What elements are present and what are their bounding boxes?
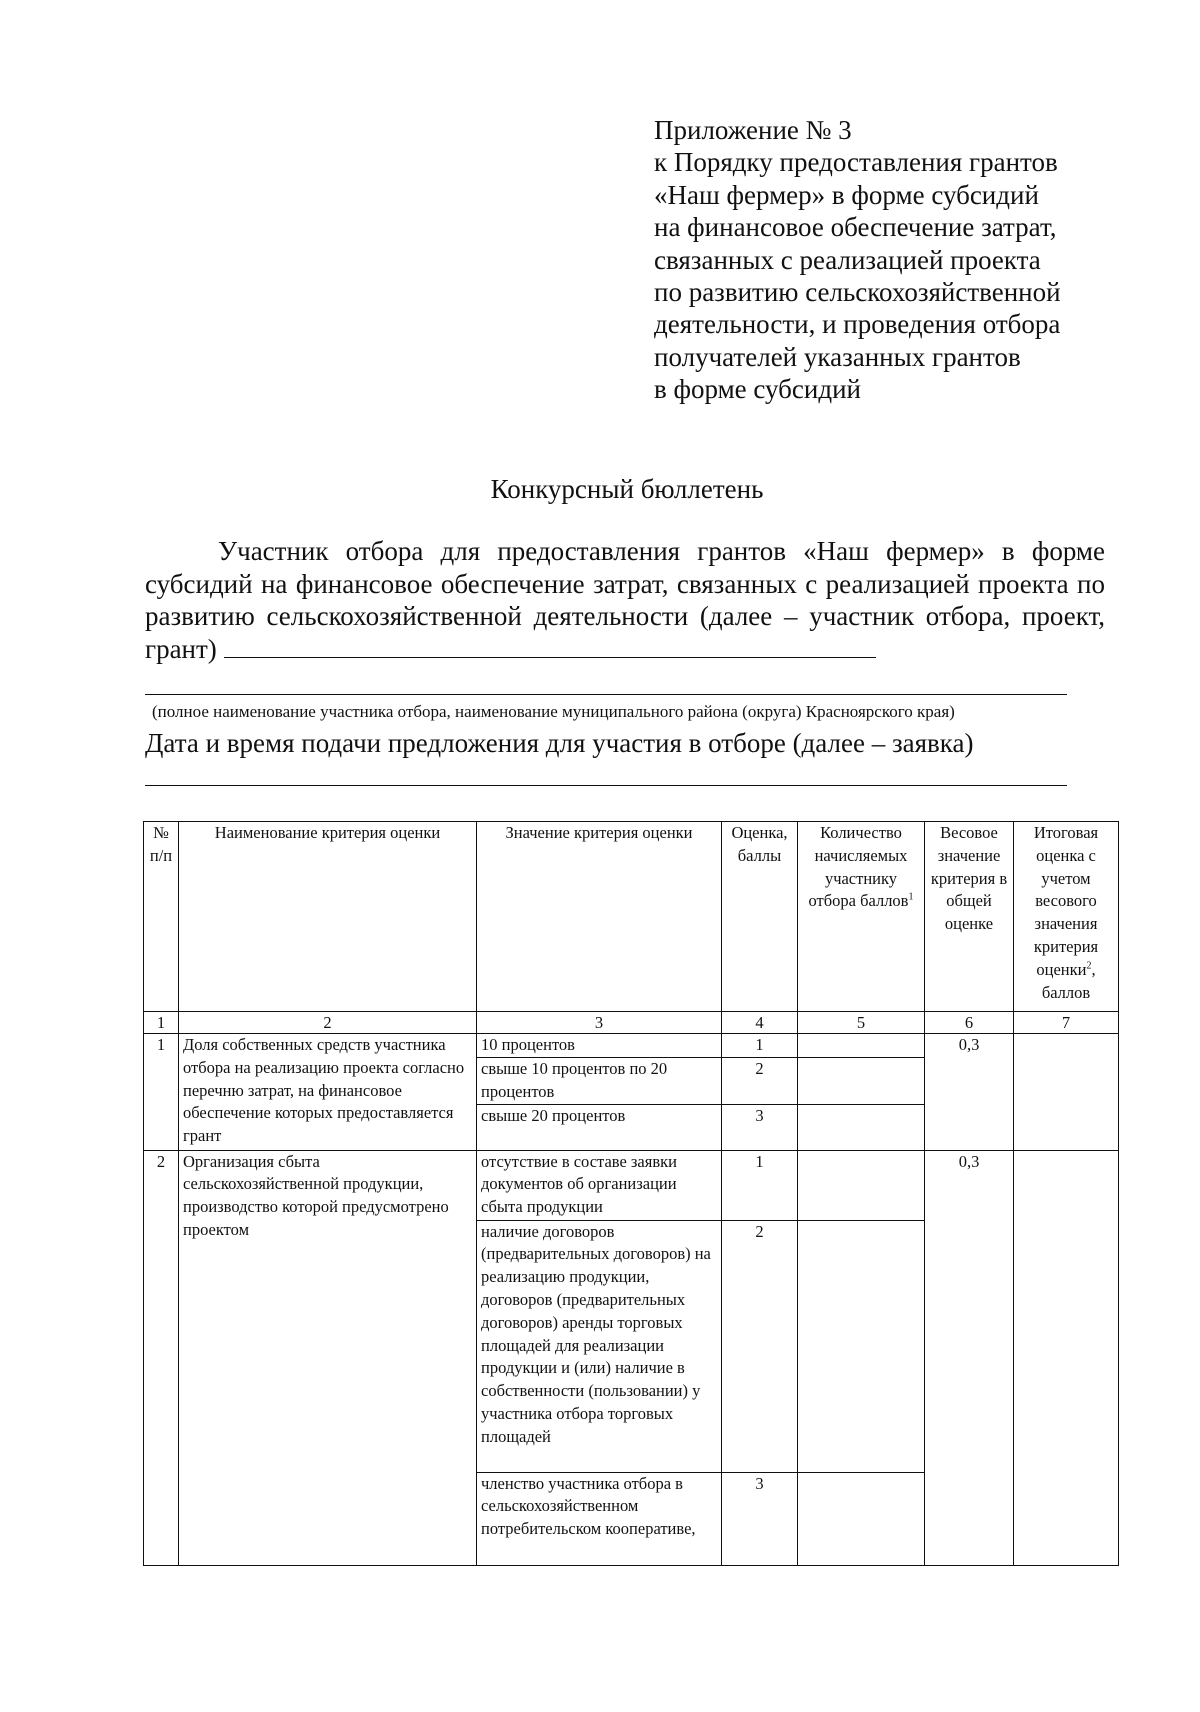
appendix-line: получателей указанных грантов [654,341,1021,372]
total-cell[interactable] [1014,1034,1119,1151]
total-cell[interactable] [1014,1150,1119,1565]
criterion-number: 1 [144,1034,179,1151]
column-number: 6 [925,1012,1014,1034]
header-total-tail: , баллов [1041,959,1096,1002]
appendix-line: на финансовое обеспечение затрат, [654,212,1057,243]
criterion-number: 2 [144,1150,179,1565]
header-score: Оценка, баллы [722,822,798,1012]
criteria-table [143,821,1119,1566]
criterion-score: 2 [722,1058,798,1105]
intro-text: Участник отбора для предоставления грантов «Наш фермер» в форме субсидий на финансовое обеспечение затрат, связанных с реализацией проекта по развитию сельскохозяйственной деятельности (далее – участник отбора, проект, грант) [145,536,1105,664]
points-cell[interactable] [798,1220,925,1472]
submission-datetime-label: Дата и время подачи предложения для участия в отборе (далее – заявка) [145,728,974,758]
appendix-line: Приложение № 3 [654,115,852,145]
table-row [144,1150,1119,1220]
appendix-line: «Наш фермер» в форме субсидий [654,179,1039,210]
criterion-score: 1 [722,1150,798,1220]
column-number: 4 [722,1012,798,1034]
criterion-value: членство участника отбора в сельскохозяйственном потребительском кооперативе, [477,1472,722,1565]
criterion-score: 3 [722,1472,798,1565]
appendix-line: деятельности, и проведения отбора [654,309,1061,340]
appendix-line: к Порядку предоставления грантов [654,147,1058,178]
criterion-value: свыше 20 процентов [477,1104,722,1150]
participant-name-line [145,694,1067,695]
criterion-value: отсутствие в составе заявки документов об организации сбыта продукции [477,1150,722,1220]
criterion-name: Доля собственных средств участника отбора на реализацию проекта согласно перечню затрат, на финансовое обеспечение которых предоставляется грант [179,1034,477,1151]
appendix-line: по развитию сельскохозяйственной [654,277,1061,308]
criterion-value: наличие договоров (предварительных договоров) на реализацию продукции, договоров (предварительных договоров) аренды торговых площадей для реализации продукции и (или) наличие в собственности (пользовании) у участника отбора торговых площадей [477,1220,722,1472]
column-number: 7 [1014,1012,1119,1034]
document-title: Конкурсный бюллетень [490,474,764,504]
criterion-weight: 0,3 [925,1034,1014,1151]
appendix-reference [654,114,1134,406]
criterion-name: Организация сбыта сельскохозяйственной продукции, производство которой предусмотрено проектом [179,1150,477,1565]
table-header-row [144,822,1119,1012]
criterion-value: 10 процентов [477,1034,722,1058]
column-number: 5 [798,1012,925,1034]
footnote-2: 2 [1086,960,1092,972]
header-points-text: Количество начисляемых участнику отбора баллов [808,823,909,911]
header-criterion-value: Значение критерия оценки [477,822,722,1012]
header-total-text: Итоговая оценка с учетом весового значения критерия оценки [1033,823,1099,979]
criterion-score: 1 [722,1034,798,1058]
column-number: 2 [179,1012,477,1034]
intro-paragraph [145,535,1105,665]
appendix-line: связанных с реализацией проекта [654,244,1041,275]
column-number: 1 [144,1012,179,1034]
header-criterion-name: Наименование критерия оценки [179,822,477,1012]
points-cell[interactable] [798,1034,925,1058]
criterion-weight: 0,3 [925,1150,1014,1565]
criterion-score: 3 [722,1104,798,1150]
participant-caption: (полное наименование участника отбора, наименование муниципального района (округа) Красноярского края) [152,702,955,721]
column-number-row [144,1012,1119,1034]
header-points [798,822,925,1012]
participant-fill-line [224,634,876,658]
column-number: 3 [477,1012,722,1034]
points-cell[interactable] [798,1150,925,1220]
submission-datetime-line [145,785,1067,786]
points-cell[interactable] [798,1472,925,1565]
appendix-line: в форме субсидий [654,374,861,405]
criterion-score: 2 [722,1220,798,1472]
points-cell[interactable] [798,1058,925,1105]
header-number: № п/п [144,822,179,1012]
table-row [144,1034,1119,1058]
points-cell[interactable] [798,1104,925,1150]
header-total [1014,822,1119,1012]
header-weight: Весовое значение критерия в общей оценке [925,822,1014,1012]
footnote-1: 1 [908,891,914,903]
criterion-value: свыше 10 процентов по 20 процентов [477,1058,722,1105]
